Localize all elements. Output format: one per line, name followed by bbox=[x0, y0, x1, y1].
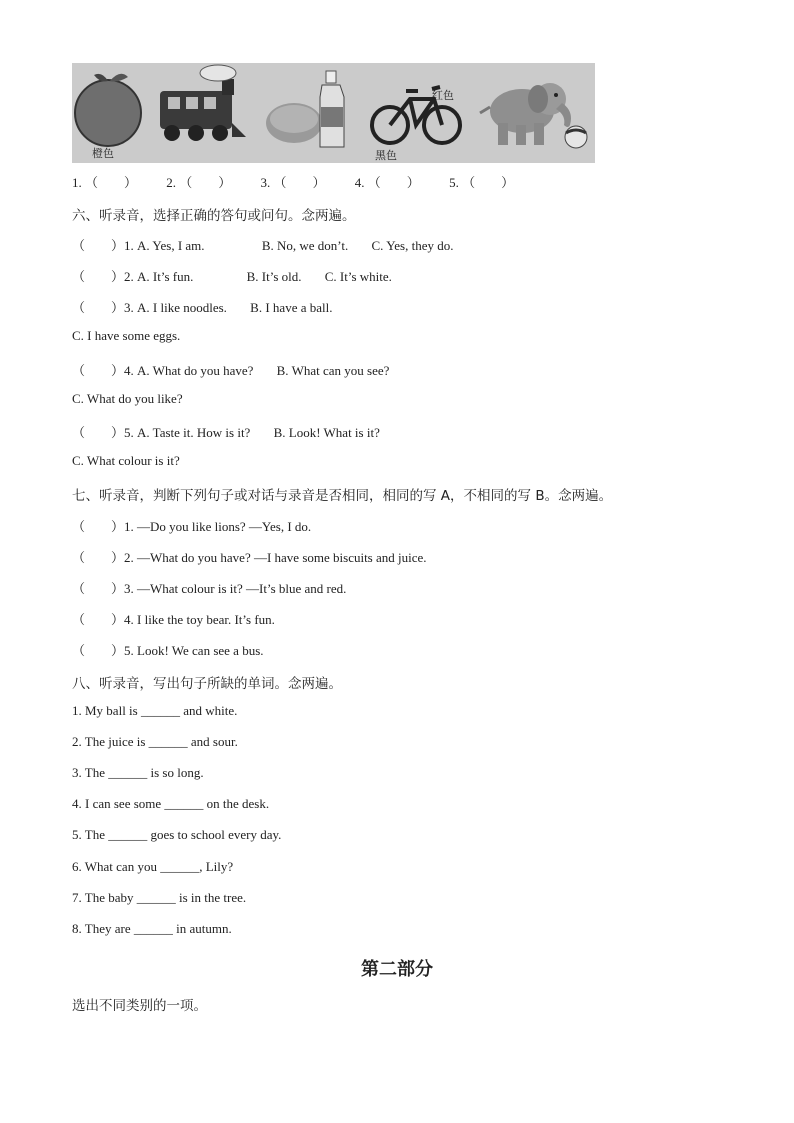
picture-answer-5[interactable]: 5. （ ） bbox=[449, 175, 515, 190]
question-number[interactable]: （ ）3. bbox=[72, 300, 134, 315]
part2-title: 第二部分 bbox=[361, 959, 433, 980]
section6-question-2 bbox=[72, 266, 392, 285]
section6-heading: 六、听录音，选择正确的答句或问句。念两遍。 bbox=[72, 208, 356, 224]
option-c: C. Yes, they do. bbox=[371, 238, 454, 253]
picture-answer-1[interactable]: 1. （ ） bbox=[72, 175, 138, 190]
orange-color-label: 橙色 bbox=[92, 147, 114, 160]
bread-icon bbox=[266, 103, 322, 143]
section6-question-4 bbox=[72, 360, 389, 379]
option-b: B. I have a ball. bbox=[250, 300, 333, 315]
section7-item-4[interactable]: （ ）4. I like the toy bear. It’s fun. bbox=[72, 612, 275, 627]
option-b: B. What can you see? bbox=[276, 363, 390, 378]
section8-item-3[interactable]: 3. The ______ is so long. bbox=[72, 765, 204, 780]
section8-heading: 八、听录音，写出句子所缺的单词。念两遍。 bbox=[72, 676, 342, 692]
section6-question-1 bbox=[72, 235, 454, 254]
ball-icon bbox=[565, 126, 587, 148]
bicycle-red-label: 红色 bbox=[432, 89, 454, 102]
option-a: A. Taste it. How is it? bbox=[137, 425, 251, 440]
section6-question-5-option-c: C. What colour is it? bbox=[72, 453, 180, 468]
section7-item-3[interactable]: （ ）3. —What colour is it? —It’s blue and red. bbox=[72, 581, 347, 596]
picture-answer-row bbox=[72, 172, 514, 191]
section8-item-7[interactable]: 7. The baby ______ is in the tree. bbox=[72, 890, 247, 905]
section7-heading: 七、听录音，判断下列句子或对话与录音是否相同，相同的写 A，不相同的写 B。念两遍。 bbox=[72, 488, 613, 504]
section8-item-1[interactable]: 1. My ball is ______ and white. bbox=[72, 703, 238, 718]
section6-question-3-option-c: C. I have some eggs. bbox=[72, 328, 181, 343]
option-c: C. It’s white. bbox=[324, 269, 392, 284]
option-a: A. What do you have? bbox=[137, 363, 254, 378]
section7-item-2[interactable]: （ ）2. —What do you have? —I have some biscuits and juice. bbox=[72, 550, 427, 565]
picture-strip bbox=[72, 63, 595, 163]
section6-question-3 bbox=[72, 297, 332, 316]
section7-item-5[interactable]: （ ）5. Look! We can see a bus. bbox=[72, 643, 264, 658]
picture-answer-2[interactable]: 2. （ ） bbox=[166, 175, 232, 190]
section8-item-8[interactable]: 8. They are ______ in autumn. bbox=[72, 921, 232, 936]
option-b: B. No, we don’t. bbox=[261, 238, 349, 253]
section8-item-6[interactable]: 6. What can you ______, Lily? bbox=[72, 859, 234, 874]
question-number[interactable]: （ ）5. bbox=[72, 425, 134, 440]
question-number[interactable]: （ ）2. bbox=[72, 269, 134, 284]
bicycle-black-label: 黑色 bbox=[375, 149, 397, 162]
section6-question-5 bbox=[72, 422, 380, 441]
option-a: A. I like noodles. bbox=[137, 300, 227, 315]
option-a: A. Yes, I am. bbox=[137, 238, 205, 253]
section8-item-5[interactable]: 5. The ______ goes to school every day. bbox=[72, 827, 282, 842]
section6-question-4-option-c: C. What do you like? bbox=[72, 391, 183, 406]
picture-answer-3[interactable]: 3. （ ） bbox=[260, 175, 326, 190]
picture-answer-4[interactable]: 4. （ ） bbox=[354, 175, 420, 190]
section7-item-1[interactable]: （ ）1. —Do you like lions? —Yes, I do. bbox=[72, 519, 312, 534]
question-number[interactable]: （ ）4. bbox=[72, 363, 134, 378]
section8-item-4[interactable]: 4. I can see some ______ on the desk. bbox=[72, 796, 270, 811]
section8-item-2[interactable]: 2. The juice is ______ and sour. bbox=[72, 734, 238, 749]
question-number[interactable]: （ ）1. bbox=[72, 238, 134, 253]
part2-instruction: 选出不同类别的一项。 bbox=[72, 998, 207, 1014]
option-b: B. It’s old. bbox=[246, 269, 302, 284]
option-a: A. It’s fun. bbox=[137, 269, 194, 284]
option-b: B. Look! What is it? bbox=[273, 425, 380, 440]
